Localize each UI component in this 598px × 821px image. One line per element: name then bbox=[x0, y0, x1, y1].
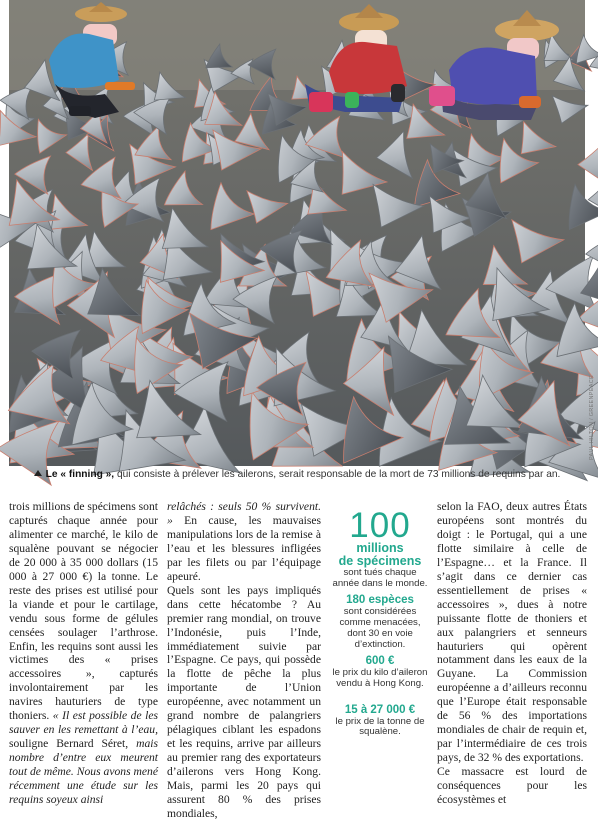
column-4-paragraph-1: selon la FAO, deux autres États européens sont montrés du doigt : le Portugal, qui a une flotte similaire à celle de l’Espagne… et la France. Il s’agit dans ce dernier cas essentiellement de prises « accessoires », dues à notre puissante flotte de thoniers et aux palangriers et senneurs hauturiers qui opèrent notamment dans les eaux de la Guyane. La Commission européenne a d’ailleurs reconnu que l’Europe était responsable de 56 % des importations mondiales de chair de requin et, par l’intermédiaire de ces trois pays, de 32 % des exportations. bbox=[437, 500, 587, 765]
stat-price-number: 600 € bbox=[365, 655, 395, 668]
stat-species-text: sont considérées comme menacées, dont 30 en voie d’extinction. bbox=[339, 606, 421, 650]
stat-big-unit-2: de spécimens bbox=[338, 554, 422, 568]
photo-credit: PAUL HILTON / GREENPEACE bbox=[589, 375, 595, 460]
stat-big-text: sont tués chaque année dans le monde. bbox=[332, 567, 428, 589]
column-1-quote-continued: mais nombre d’entre eux meurent tout de même. Nous avons mené récemment une étude sur les requins soyeux ainsi bbox=[9, 737, 158, 807]
column-1-attribution: souligne Bernard Séret, bbox=[9, 737, 137, 751]
column-1-quote: « Il est possible de les sauver en les remettant à l’eau, bbox=[9, 709, 158, 737]
photo-drawing bbox=[9, 0, 585, 466]
column-2-quote: relâchés : seuls 50 % survivent. » bbox=[167, 500, 321, 527]
column-2-text: En cause, les mauvaises manipulations lors de la remise à l’eau et les blessures infligées par les filets ou par l’équipage apeuré. bbox=[167, 513, 321, 583]
column-4-paragraph-2: Ce massacre est lourd de conséquences pour les écosystèmes et bbox=[437, 765, 587, 807]
stats-sidebar bbox=[330, 506, 430, 738]
stat-squalene-text: le prix de la tonne de squalène. bbox=[335, 715, 425, 738]
stat-species-number: 180 espèces bbox=[346, 594, 414, 607]
stat-big-number: 100 bbox=[349, 506, 411, 545]
caption-triangle-icon bbox=[34, 470, 42, 476]
photo-caption bbox=[9, 469, 585, 480]
stat-price-text: le prix du kilo d’aileron vendu à Hong Kong. bbox=[332, 667, 428, 689]
caption-lead: Le « finning », bbox=[45, 469, 115, 480]
column-1-text: trois millions de spécimens sont capturés chaque année pour alimenter ce marché, le kilo de squalène pouvant se négocier de 20 000 à 35 000 dollars (15 000 à 27 000 €) la tonne. Le reste des prises est utilisé pour la viande et pour le cartilage, vendu sous forme de gélules censées soulager l’arthrose. Enfin, les requins sont aussi les victimes des « prises accessoires », capturés involontairement par les navires hauturiers de type thoniers. bbox=[9, 500, 158, 723]
stat-big-unit: millions bbox=[356, 541, 404, 555]
article-column-4 bbox=[437, 500, 587, 807]
article-column-2 bbox=[167, 500, 321, 821]
column-1-paragraph bbox=[9, 500, 158, 807]
column-2-paragraph-2: Quels sont les pays impliqués dans cette hécatombe ? Au premier rang mondial, on trouve l’Indonésie, puis l’Inde, immédiatement suivie par l’Espagne. Ce pays, qui possède la flotte de pêche la plus importante de l’Union européenne, avec notamment un grand nombre de palangriers pélagiques ciblant les espadons et les requins, arrive par ailleurs au premier rang des exportateurs d’ailerons vers Hong Kong. Mais, parmi les 20 pays qui assurent 80 % des prises mondiales, bbox=[167, 583, 321, 820]
shark-fins-photo bbox=[9, 0, 585, 466]
article-column-1 bbox=[9, 500, 158, 807]
stat-squalene-number: 15 à 27 000 € bbox=[344, 703, 416, 716]
column-2-paragraph-1 bbox=[167, 500, 321, 584]
caption-text: qui consiste à prélever les ailerons, serait responsable de la mort de 73 millions de requins par an. bbox=[114, 469, 561, 480]
